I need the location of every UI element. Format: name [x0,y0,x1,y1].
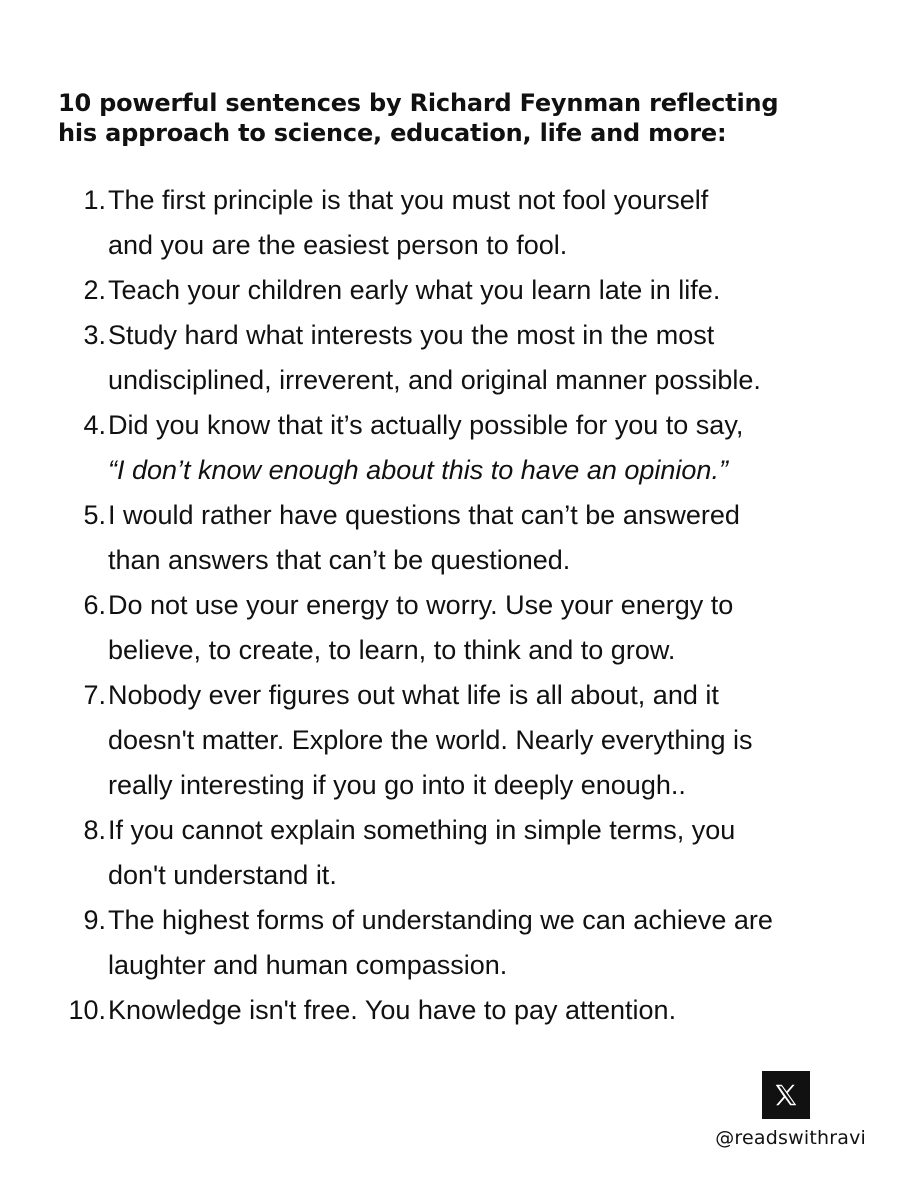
quote-line: Did you know that it’s actually possible for you to say, [108,410,744,440]
quote-number: 8. [83,815,106,845]
quote-number: 9. [83,905,106,935]
quote-item-2 [0,268,900,313]
quote-item-4 [0,403,900,493]
quote-line: and you are the easiest person to fool. [108,230,568,260]
quote-line: Nobody ever figures out what life is all about, and it [108,680,719,710]
quote-line: The highest forms of understanding we can achieve are [108,905,773,935]
quote-number: 3. [83,320,106,350]
quote-number: 1. [83,185,106,215]
quote-item-9 [0,898,900,988]
quote-line: The first principle is that you must not fool yourself [108,185,709,215]
quote-line: I would rather have questions that can’t be answered [108,500,740,530]
quote-item-5 [0,493,900,583]
quote-line-italic: “I don’t know enough about this to have an opinion.” [108,455,728,485]
quote-number: 6. [83,590,106,620]
x-logo-icon[interactable] [762,1071,810,1119]
author-handle: @readswithravi [715,1127,866,1149]
quote-line: If you cannot explain something in simple terms, you [108,815,736,845]
quote-number: 7. [83,680,106,710]
quote-number: 4. [83,410,106,440]
quote-item-8 [0,808,900,898]
quote-number: 5. [83,500,106,530]
quote-number: 10. [68,995,106,1025]
quote-line: Do not use your energy to worry. Use your energy to [108,590,734,620]
title-line-2: his approach to science, education, life and more: [58,119,727,147]
quote-line: Knowledge isn't free. You have to pay attention. [108,995,677,1025]
quote-line: Teach your children early what you learn late in life. [108,275,721,305]
quote-line: than answers that can’t be questioned. [108,545,571,575]
quote-line: Study hard what interests you the most in the most [108,320,715,350]
quote-item-6 [0,583,900,673]
x-glyph-icon [773,1082,799,1108]
quote-line: don't understand it. [108,860,337,890]
quote-line: doesn't matter. Explore the world. Nearly everything is [108,725,753,755]
quote-line: undisciplined, irreverent, and original manner possible. [108,365,761,395]
quote-item-7 [0,673,900,808]
quote-item-1 [0,178,900,268]
quote-item-10 [0,988,900,1033]
quote-line: believe, to create, to learn, to think and to grow. [108,635,676,665]
quote-line: really interesting if you go into it deeply enough.. [108,770,686,800]
page-title [58,88,858,148]
title-line-1: 10 powerful sentences by Richard Feynman reflecting [58,89,779,117]
quote-item-3 [0,313,900,403]
quote-list [0,178,900,1033]
quote-number: 2. [83,275,106,305]
quote-line: laughter and human compassion. [108,950,508,980]
